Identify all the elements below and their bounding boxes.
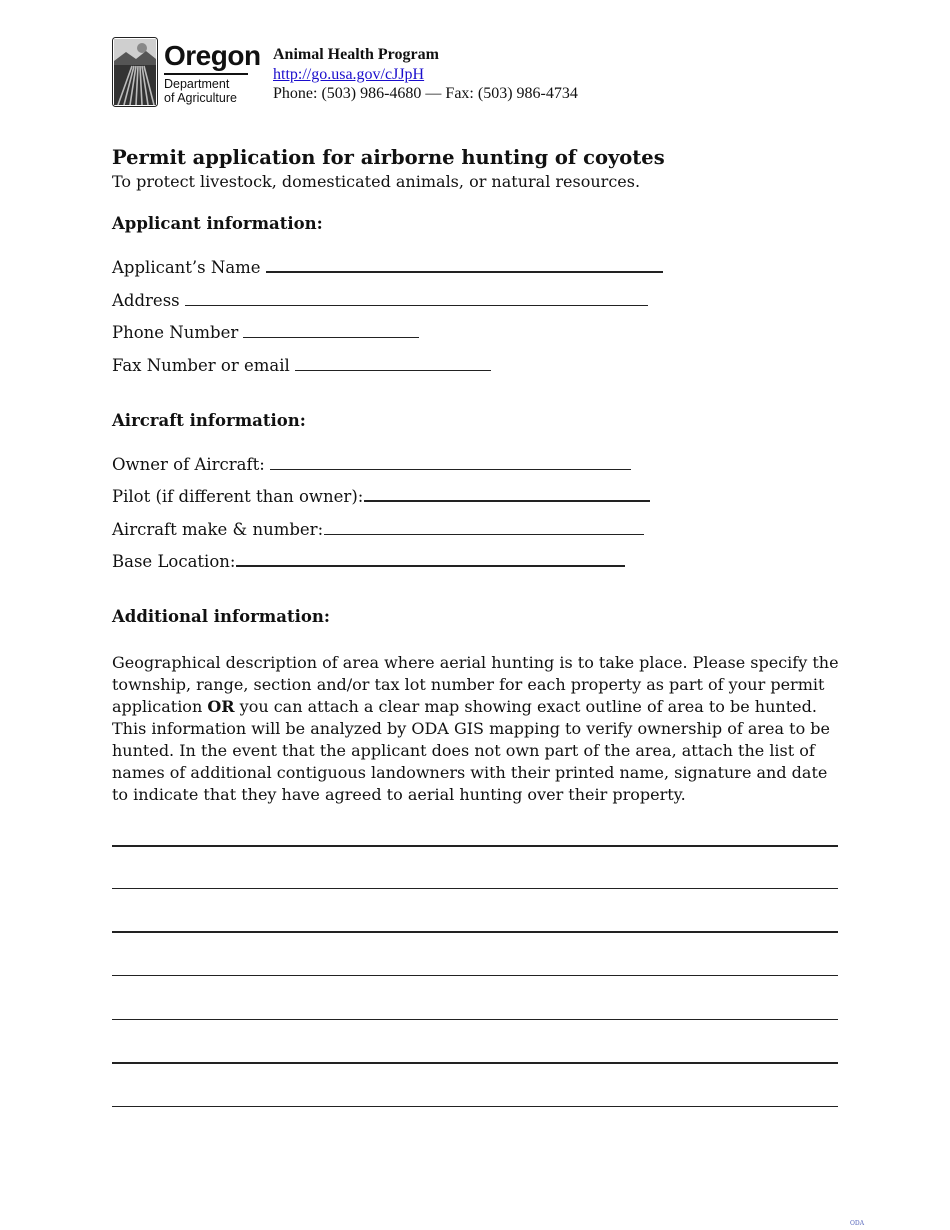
- address-input[interactable]: [185, 304, 648, 306]
- logo-department: Department: [164, 77, 230, 91]
- instructions-or: OR: [207, 697, 235, 716]
- page-subtitle: To protect livestock, domesticated animals, or natural resources.: [112, 172, 641, 191]
- pilot-input[interactable]: [364, 499, 650, 502]
- instructions-text-1: Geographical description of area where aerial hunting is to take place. Please specify the township, range, section and/or tax lot number for each property as part of your permit application: [112, 653, 839, 716]
- phone-field: [112, 323, 419, 342]
- phone-input[interactable]: [243, 336, 419, 338]
- instructions-text-2: you can attach a clear map showing exact outline of area to be hunted. This information will be analyzed by ODA GIS mapping to verify ownership of area to be hunted. In the event that the applicant does not own part of the area, attach the list of names of additional contiguous landowners with their printed name, signature and date to indicate that they have agreed to aerial hunting over their property.: [112, 697, 830, 804]
- farmland-emblem-icon: [112, 37, 158, 107]
- phone-label: Phone Number: [112, 323, 239, 342]
- applicant-name-field: [112, 258, 663, 277]
- description-line-2[interactable]: [112, 888, 838, 889]
- applicant-heading: Applicant information:: [112, 214, 323, 233]
- address-label: Address: [112, 291, 180, 310]
- instructions-paragraph: [112, 652, 847, 806]
- aircraft-owner-label: Owner of Aircraft:: [112, 455, 265, 474]
- aircraft-owner-field: [112, 455, 631, 474]
- aircraft-owner-input[interactable]: [270, 468, 631, 470]
- description-line-3[interactable]: [112, 931, 838, 933]
- applicant-name-input[interactable]: [266, 270, 663, 273]
- additional-heading: Additional information:: [112, 607, 330, 626]
- program-link[interactable]: http://go.usa.gov/cJJpH: [273, 65, 425, 83]
- description-line-4[interactable]: [112, 975, 838, 976]
- address-field: [112, 291, 648, 310]
- aircraft-make-label: Aircraft make & number:: [112, 520, 324, 539]
- program-header: [273, 45, 578, 104]
- aircraft-make-field: [112, 520, 644, 539]
- description-line-6[interactable]: [112, 1062, 838, 1064]
- pilot-field: [112, 487, 650, 506]
- program-name: Animal Health Program: [273, 46, 439, 63]
- base-location-label: Base Location:: [112, 552, 236, 571]
- applicant-name-label: Applicant’s Name: [112, 258, 261, 277]
- base-location-input[interactable]: [236, 564, 625, 567]
- page-title: Permit application for airborne hunting of coyotes: [112, 146, 665, 169]
- logo-divider: [164, 73, 248, 75]
- fax-email-input[interactable]: [295, 369, 491, 371]
- description-line-5[interactable]: [112, 1019, 838, 1020]
- aircraft-make-input[interactable]: [324, 533, 644, 535]
- contact-info: Phone: (503) 986-4680 — Fax: (503) 986-4734: [273, 85, 578, 102]
- logo-wordmark: Oregon: [164, 40, 261, 71]
- fax-email-label: Fax Number or email: [112, 356, 290, 375]
- oda-logo: [112, 37, 261, 107]
- description-line-1[interactable]: [112, 845, 838, 847]
- fax-email-field: [112, 356, 491, 375]
- aircraft-heading: Aircraft information:: [112, 411, 306, 430]
- pilot-label: Pilot (if different than owner):: [112, 487, 364, 506]
- logo-agency: of Agriculture: [164, 91, 237, 105]
- corner-mark: ODA: [850, 1220, 865, 1227]
- description-line-7[interactable]: [112, 1106, 838, 1107]
- base-location-field: [112, 552, 625, 571]
